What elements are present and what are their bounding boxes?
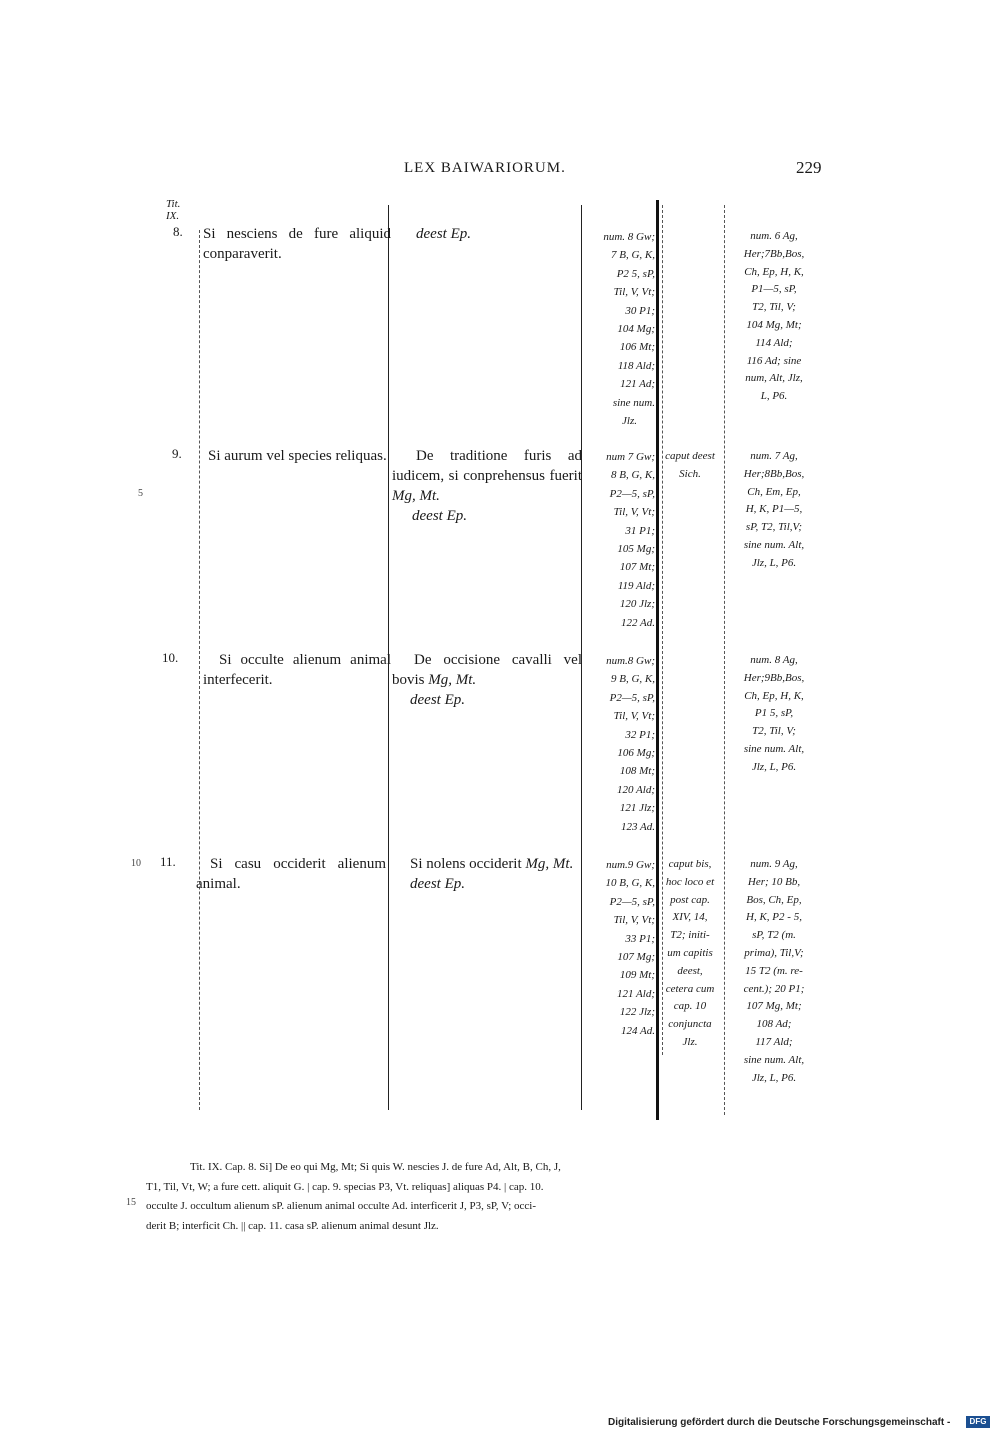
numbering-line: Til, V, Vt; xyxy=(613,286,655,299)
numbering-line: 33 P1; xyxy=(625,932,655,945)
numbering-line: T2, Til, V; xyxy=(752,301,796,314)
numbering-line: cap. 10 xyxy=(673,1000,707,1013)
numbering-line: 118 Ald; xyxy=(617,359,655,372)
numbering-line: Her;8Bb,Bos, xyxy=(743,467,805,480)
numbering-column-b xyxy=(654,856,726,1052)
numbering-line: P2—5, sP, xyxy=(609,487,655,500)
chapter-heading: Si aurum vel species reliquas. xyxy=(208,448,387,464)
numbering-line: P1—5, sP, xyxy=(751,283,797,296)
numbering-line: L, P6. xyxy=(760,390,788,403)
variant-note: deest Ep. xyxy=(410,876,465,892)
numbering-line: H, K, P1—5, xyxy=(745,503,803,516)
variant-text xyxy=(392,854,582,874)
variant-heading xyxy=(392,650,582,710)
numbering-line: 117 Ald; xyxy=(755,1035,793,1048)
title-label-word: Tit. xyxy=(166,198,181,210)
numbering-line: cetera cum xyxy=(665,982,715,995)
variant-main: De traditione furis ad iudicem, si conprehensus fuerit xyxy=(392,448,582,484)
numbering-column-c xyxy=(728,652,820,777)
numbering-line: 105 Mg; xyxy=(617,543,655,556)
running-title: LEX BAIWARIORUM. xyxy=(404,160,566,176)
apparatus-line: Tit. IX. Cap. 8. Si] De eo qui Mg, Mt; Si quis W. nescies J. de fure Ad, Alt, B, Ch, J, xyxy=(190,1161,561,1173)
apparatus-line: occulte J. occultum alienum sP. alienum animal occulte Ad. interficerit J, P3, sP, V; occi- xyxy=(146,1200,537,1212)
variant-note: deest Ep. xyxy=(410,692,465,708)
numbering-line: 108 Ad; xyxy=(756,1018,792,1031)
numbering-line: caput bis, xyxy=(668,858,712,870)
variant-text xyxy=(392,446,582,506)
numbering-line: Bos, Ch, Ep, xyxy=(746,893,802,906)
margin-line-number: 5 xyxy=(138,488,143,499)
numbering-line: Jlz, L, P6. xyxy=(751,760,797,773)
numbering-line: 116 Ad; sine xyxy=(746,354,802,367)
numbering-column-b xyxy=(654,448,726,484)
numbering-line: 120 Jlz; xyxy=(619,598,655,611)
numbering-line: num, Alt, Jlz, xyxy=(745,372,803,385)
numbering-line: Til, V, Vt; xyxy=(613,914,655,927)
numbering-line: 30 P1; xyxy=(625,304,655,317)
numbering-line: num. 8 Ag, xyxy=(750,654,798,666)
numbering-line: 123 Ad. xyxy=(620,820,655,833)
chapter-number: 11. xyxy=(160,854,176,869)
numbering-column-a xyxy=(585,856,655,1040)
numbering-line: 107 Mg, Mt; xyxy=(746,1000,802,1013)
numbering-line: sine num. xyxy=(612,396,655,409)
numbering-line: 119 Ald; xyxy=(617,579,655,592)
variant-note: deest Ep. xyxy=(416,226,471,242)
numbering-line: Jlz. xyxy=(622,415,637,428)
numbering-line: sine num. Alt, xyxy=(743,742,805,755)
numbering-line: 120 Ald; xyxy=(617,783,655,796)
chapter-heading: Si occulte alienum animal interfecerit. xyxy=(203,652,391,688)
numbering-line: num 7 Gw; xyxy=(606,451,655,463)
numbering-line: 114 Ald; xyxy=(755,336,793,349)
numbering-line: 122 Ad. xyxy=(620,616,655,629)
margin-line-number: 10 xyxy=(131,858,141,869)
numbering-column-a xyxy=(585,228,655,430)
variant-note: deest Ep. xyxy=(412,508,467,524)
variant-main: De occisione cavalli vel bovis xyxy=(392,652,582,688)
numbering-line: 121 Jlz; xyxy=(619,802,655,815)
numbering-line: T2; initi- xyxy=(670,929,710,942)
numbering-line: 121 Ald; xyxy=(617,987,655,1000)
chapter-heading: Si casu occiderit alienum animal. xyxy=(196,856,386,892)
numbering-line: sine num. Alt, xyxy=(743,538,805,551)
numbering-line: 108 Mt; xyxy=(619,765,655,778)
numbering-line: Jlz. xyxy=(682,1035,698,1048)
numbering-line: Her;9Bb,Bos, xyxy=(743,671,805,684)
numbering-line: XIV, 14, xyxy=(672,911,708,924)
numbering-line: P2 5, sP, xyxy=(616,267,655,280)
numbering-column-a xyxy=(585,448,655,632)
numbering-line: Her; 10 Bb, xyxy=(747,875,801,888)
numbering-line: 104 Mg; xyxy=(617,323,655,336)
numbering-line: sine num. Alt, xyxy=(743,1053,805,1066)
numbering-line: 124 Ad. xyxy=(620,1024,655,1037)
numbering-line: 121 Ad; xyxy=(620,378,655,391)
variant-heading xyxy=(392,224,582,244)
numbering-line: num.9 Gw; xyxy=(606,859,655,871)
numbering-line: Ch, Ep, H, K, xyxy=(744,689,804,702)
numbering-line: deest, xyxy=(677,964,703,977)
apparatus-line: derit B; interficit Ch. || cap. 11. casa sP. alienum animal desunt Jlz. xyxy=(146,1219,439,1232)
numbering-line: H, K, P2 - 5, xyxy=(746,911,802,924)
numbering-column-c xyxy=(728,856,820,1087)
page-number: 229 xyxy=(796,158,822,177)
numbering-line: sP, T2 (m. xyxy=(752,929,796,942)
title-label-number: IX. xyxy=(166,210,180,222)
numbering-line: P1 5, sP, xyxy=(754,707,794,720)
numbering-line: 10 B, G, K, xyxy=(605,877,655,890)
numbering-line: 107 Mg; xyxy=(617,951,655,964)
numbering-line: num.8 Gw; xyxy=(606,655,655,667)
numbering-line: Jlz, L, P6. xyxy=(751,556,797,569)
numbering-line: 9 B, G, K, xyxy=(611,673,655,686)
numbering-line: 122 Jlz; xyxy=(619,1006,655,1019)
numbering-line: num. 6 Ag, xyxy=(750,230,798,242)
variant-sigla: Mg, Mt. xyxy=(525,856,574,872)
numbering-line: Ch, Em, Ep, xyxy=(747,485,801,498)
numbering-line: prima), Til,V; xyxy=(744,946,804,959)
variant-main: Si nolens occiderit xyxy=(410,856,522,872)
numbering-line: Her;7Bb,Bos, xyxy=(743,247,805,260)
numbering-line: num. 9 Ag, xyxy=(750,858,798,870)
numbering-line: T2, Til, V; xyxy=(752,725,796,738)
variant-heading xyxy=(392,446,582,526)
numbering-line: Til, V, Vt; xyxy=(613,506,655,519)
numbering-column-c xyxy=(728,448,820,573)
numbering-line: Ch, Ep, H, K, xyxy=(744,265,804,278)
numbering-column-c xyxy=(728,228,820,406)
numbering-line: 109 Mt; xyxy=(619,969,655,982)
numbering-line: num. 7 Ag, xyxy=(750,450,798,462)
numbering-line: 104 Mg, Mt; xyxy=(746,318,802,331)
chapter-number: 9. xyxy=(172,446,182,461)
numbering-line: Sich. xyxy=(679,467,701,480)
numbering-line: cent.); 20 P1; xyxy=(743,982,805,995)
apparatus-line: T1, Til, Vt, W; a fure cett. aliquit G. | cap. 9. specias P3, Vt. reliquas] aliquas P4. | cap. 10. xyxy=(146,1180,544,1193)
numbering-line: Jlz, L, P6. xyxy=(751,1071,797,1084)
variant-sigla: Mg, Mt. xyxy=(428,672,477,688)
numbering-line: 8 B, G, K, xyxy=(611,469,655,482)
numbering-line: hoc loco et xyxy=(665,875,715,888)
numbering-column-a xyxy=(585,652,655,836)
numbering-line: 107 Mt; xyxy=(619,561,655,574)
dfg-logo-icon: DFG xyxy=(966,1416,990,1428)
chapter-heading: Si nesciens de fure aliquid conparaverit. xyxy=(203,226,391,262)
numbering-line: Til, V, Vt; xyxy=(613,710,655,723)
numbering-line: conjuncta xyxy=(668,1018,712,1031)
footnote-margin-line-number: 15 xyxy=(126,1197,136,1208)
numbering-line: 31 P1; xyxy=(625,524,655,537)
column-rule-1 xyxy=(199,230,200,1110)
numbering-line: 106 Mg; xyxy=(617,747,655,760)
chapter-number: 8. xyxy=(173,224,183,239)
digitization-credit: Digitalisierung gefördert durch die Deutsche Forschungsgemeinschaft - xyxy=(608,1417,951,1428)
critical-apparatus xyxy=(140,1158,820,1236)
numbering-line: sP, T2, Til,V; xyxy=(745,521,803,534)
variant-text xyxy=(392,650,582,690)
numbering-line: P2—5, sP, xyxy=(609,691,655,704)
numbering-line: 32 P1; xyxy=(625,728,655,741)
numbering-line: 106 Mt; xyxy=(619,341,655,354)
numbering-line: caput deest xyxy=(665,450,715,462)
numbering-line: num. 8 Gw; xyxy=(603,231,655,243)
numbering-line: post cap. xyxy=(670,893,710,906)
numbering-line: um capitis xyxy=(667,946,713,959)
variant-heading xyxy=(392,854,582,894)
numbering-line: 7 B, G, K, xyxy=(611,249,655,262)
title-label xyxy=(166,198,180,222)
numbering-line: 15 T2 (m. re- xyxy=(745,964,803,977)
numbering-line: P2—5, sP, xyxy=(609,895,655,908)
variant-sigla: Mg, Mt. xyxy=(392,488,440,504)
chapter-number: 10. xyxy=(162,650,179,665)
